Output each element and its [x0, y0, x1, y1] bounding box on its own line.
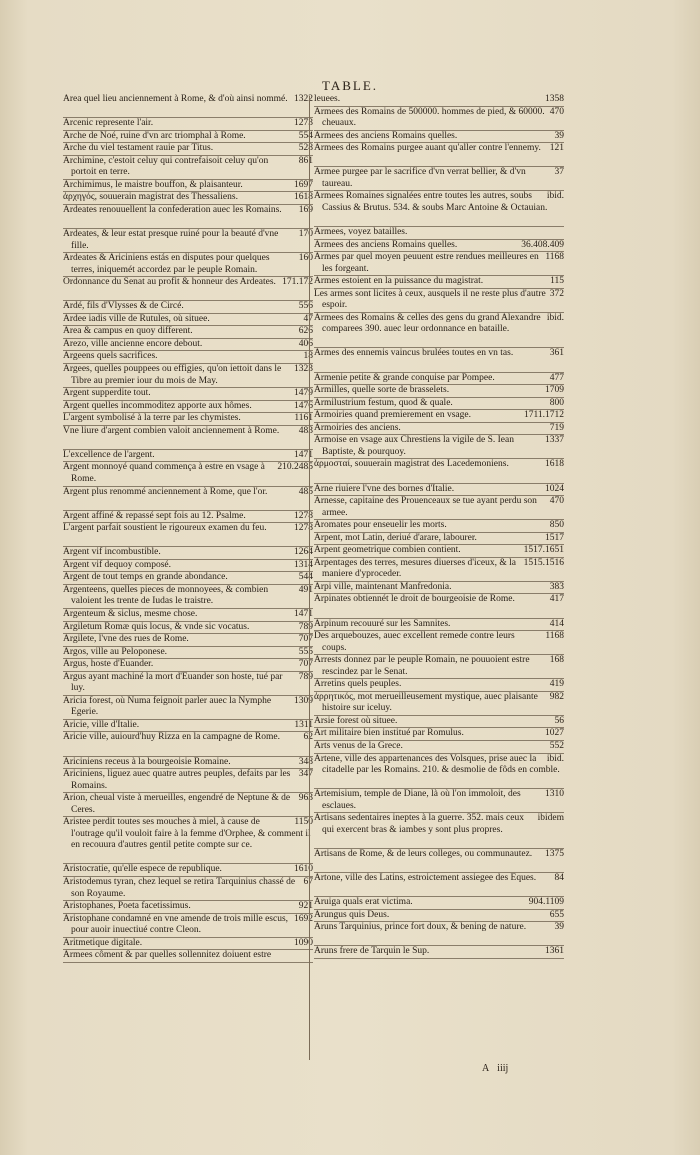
entry-page-number: 56: [554, 715, 564, 726]
index-entry: [63, 696, 313, 720]
entry-page-number: 1278: [294, 523, 313, 534]
entry-page-number: 554: [298, 130, 313, 141]
entry-page-number: 477: [549, 372, 564, 383]
entry-text: Aristocratie, qu'elle espece de republique.: [63, 864, 222, 875]
entry-page-number: 39: [554, 130, 564, 141]
entry-page-number: 528: [298, 143, 313, 154]
index-entry: [63, 180, 313, 193]
index-entry: [63, 511, 313, 524]
entry-text: Arion, cheual viste à merueilles, engendré de Neptune & de Ceres.: [63, 793, 291, 815]
entry-page-number: 1024: [545, 483, 564, 494]
entry-text: Arpentages des terres, mesures diuerses d'iceux, & la maniere d'yproceder.: [314, 557, 516, 580]
entry-page-number: 18: [303, 351, 313, 362]
entry-page-number: 1709: [545, 385, 564, 396]
entry-text: Archimimus, le maistre bouffon, & plaisanteur.: [63, 179, 243, 190]
index-entry: [314, 716, 564, 729]
entry-text: Aristophane condamné en vne amende de trois mille escus, pour auoir inuectiué contre Cleon.: [63, 913, 289, 936]
entry-text: Argent de tout temps en grande abondance.: [63, 572, 228, 583]
entry-page-number: 470: [549, 496, 564, 507]
index-entry: [63, 351, 313, 364]
entry-text: Artone, ville des Latins, estroictement assiegee des Eques.: [314, 873, 537, 883]
entry-text: Arpi ville, maintenant Manfredonia.: [314, 581, 452, 592]
index-entry: [314, 252, 564, 276]
entry-text: Arts venus de la Grece.: [314, 740, 403, 751]
index-entry: [314, 946, 564, 959]
index-entry: [314, 545, 564, 558]
entry-page-number: 1309: [294, 695, 313, 706]
entry-text: Argilete, l'vne des rues de Rome.: [63, 634, 189, 645]
index-entry: [314, 143, 564, 167]
entry-text: Arche du viel testament rauie par Titus.: [63, 143, 214, 154]
index-column-left: [63, 94, 313, 963]
entry-page-number: 1168: [545, 631, 564, 642]
entry-text: Archimine, c'estoit celuy qui contrefaisoit celuy qu'on portoit en terre.: [63, 155, 269, 178]
entry-text: Aruiga quals erat victima.: [314, 897, 413, 908]
index-entry: [63, 647, 313, 660]
entry-text: Des arquebouzes, auec excellent remede contre leurs coups.: [314, 631, 515, 653]
index-entry: [314, 692, 564, 716]
entry-text: Argeens quels sacrifices.: [63, 351, 158, 362]
entry-page-number: 626: [298, 326, 313, 337]
entry-text: ἁρμοσταί, souuerain magistrat des Lacedemoniens.: [314, 459, 509, 470]
entry-page-number: 1618: [294, 192, 313, 203]
entry-text: Armes estoient en la puissance du magistrat.: [314, 276, 484, 287]
entry-text: Argent plus renommé anciennement à Rome, que l'or.: [63, 486, 268, 497]
entry-page-number: 67: [303, 877, 313, 887]
entry-page-number: 62: [303, 732, 313, 743]
index-entry: [314, 459, 564, 483]
index-entry: [63, 572, 313, 585]
entry-text: Aristophanes, Poeta facetissimus.: [63, 901, 191, 912]
entry-page-number: 556: [298, 301, 313, 312]
entry-text: Artene, ville des appartenances des Volsques, prise auec la citadelle par les Romains. 210. & desmolie de fôds en comble.: [314, 753, 560, 776]
entry-text: Argenteum & siclus, mesme chose.: [63, 608, 198, 619]
entry-page-number: 348: [298, 756, 313, 767]
entry-text: Aricia forest, où Numa feignoit parler auec la Nymphe Egerie.: [63, 695, 272, 718]
index-entry: [314, 849, 564, 873]
entry-page-number: 1027: [545, 728, 564, 739]
entry-text: Ardeates & Ariciniens estás en disputes pour quelques terres, iniquemét accordez par le peuple Romain.: [63, 253, 270, 275]
entry-text: Arungus quis Deus.: [314, 909, 390, 920]
entry-page-number: 1618: [545, 459, 564, 470]
index-entry: [314, 167, 564, 191]
entry-page-number: 707: [298, 634, 313, 645]
index-entry: [314, 240, 564, 253]
entry-page-number: 1322: [294, 94, 313, 104]
entry-page-number: 1168: [545, 252, 564, 263]
entry-page-number: 544: [298, 572, 313, 583]
entry-page-number: 1358: [545, 94, 564, 104]
index-entry: [314, 922, 564, 946]
entry-page-number: ibid.: [546, 191, 564, 202]
index-entry: [63, 326, 313, 339]
index-entry: [314, 131, 564, 144]
entry-text: Armoiries quand premierement en vsage.: [314, 410, 471, 421]
entry-text: Aruns Tarquinius, prince fort doux, & bening de nature.: [314, 922, 527, 933]
entry-page-number: 719: [549, 422, 564, 433]
entry-text: Arpinates obtiennét le droit de bourgeoisie de Rome.: [314, 594, 515, 605]
entry-text: Artemisium, temple de Diane, là où l'on immoloit, des esclaues.: [314, 789, 521, 811]
index-entry: [63, 914, 313, 938]
entry-text: Argent affiné & repassé sept fois au 12. Psalme.: [63, 510, 246, 521]
entry-text: Arezo, ville ancienne encore debout.: [63, 338, 203, 349]
entry-page-number: 1273: [294, 118, 313, 129]
entry-page-number: 555: [298, 646, 313, 657]
index-entry: [314, 373, 564, 386]
entry-text: Armees des anciens Romains quelles.: [314, 130, 458, 141]
entry-text: Arpinum recouuré sur les Samnites.: [314, 618, 451, 629]
entry-text: Arnesse, capitaine des Prouenceaux se tue ayant perdu son armee.: [314, 496, 537, 518]
index-entry: [63, 732, 313, 756]
entry-text: L'argent symbolisé à la terre par les chymistes.: [63, 413, 241, 424]
index-entry: [63, 560, 313, 573]
index-entry: [63, 388, 313, 401]
index-entry: [63, 229, 313, 253]
entry-text: Armees côment & par quelles sollennitez doiuent estre: [63, 950, 272, 961]
index-entry: [314, 813, 564, 849]
index-entry: [314, 754, 564, 790]
index-entry: [63, 523, 313, 547]
index-entry: [314, 789, 564, 813]
entry-page-number: 789: [298, 621, 313, 632]
index-entry: [63, 622, 313, 635]
index-entry: [63, 314, 313, 327]
index-entry: [314, 484, 564, 497]
entry-page-number: 789: [298, 671, 313, 682]
entry-text: Area quel lieu anciennement à Rome, & d'où ainsi nommé.: [63, 94, 288, 104]
entry-text: Armees des Romains de 500000. hommes de pied, & 60000. cheuaux.: [314, 106, 545, 129]
entry-page-number: 169: [298, 204, 313, 215]
entry-page-number: 707: [298, 659, 313, 670]
index-entry: [314, 897, 564, 910]
index-entry: [63, 817, 313, 864]
index-entry: [63, 413, 313, 426]
entry-text: Arpent, mot Latin, deriué d'arare, labourer.: [314, 532, 477, 543]
index-entry: [63, 877, 313, 901]
index-entry: [63, 192, 313, 205]
index-entry: [63, 757, 313, 770]
entry-page-number: 115: [550, 276, 564, 287]
entry-text: Argent quelles incommoditez apporte aux hômes.: [63, 400, 252, 411]
entry-text: ἀρχηγός, souuerain magistrat des Thessaliens.: [63, 192, 238, 203]
index-entry: [63, 401, 313, 414]
entry-text: L'excellence de l'argent.: [63, 449, 155, 460]
index-entry: [63, 672, 313, 696]
entry-text: Argiletum Romæ quis locus, & vnde sic vocatus.: [63, 621, 250, 632]
entry-text: Ardeates, & leur estat presque ruiné pour la beauté d'vne fille.: [63, 229, 279, 251]
entry-page-number: 1517.1651: [523, 545, 564, 556]
index-entry: [63, 585, 313, 609]
index-entry: [63, 938, 313, 951]
signature-mark: A iiij: [482, 1063, 509, 1074]
index-entry: [314, 496, 564, 520]
entry-text: Armees des Romains & celles des gens du grand Alexandre comparees 390. auec leur ordonnance en bataille.: [314, 312, 541, 335]
entry-page-number: 982: [549, 691, 564, 702]
entry-text: Ariciniens, liguez auec quatre autres peuples, defaits par les Romains.: [63, 769, 291, 791]
entry-page-number: ibid.: [546, 753, 564, 764]
entry-page-number: 210.2485: [277, 462, 313, 473]
entry-text: Aristee perdit toutes ses mouches à miel, à cause de l'outrage qu'il vouloit faire à la femme d'Orphee, & comment il en recouura d'autres gentil petite compte sur ce.: [63, 817, 311, 851]
entry-page-number: ibid.: [546, 312, 564, 323]
entry-text: Arrests donnez par le peuple Romain, ne pouuoient estre rescindez par le Senat.: [314, 655, 530, 677]
index-entry: [63, 253, 313, 277]
index-entry: [314, 520, 564, 533]
entry-page-number: 170: [298, 229, 313, 240]
entry-page-number: 1515.1516: [523, 557, 564, 568]
index-entry: [314, 679, 564, 692]
index-entry: [63, 901, 313, 914]
entry-text: Armees des anciens Romains quelles.: [314, 239, 458, 250]
index-entry: [314, 873, 564, 897]
index-entry: [63, 864, 313, 877]
entry-text: Argent monnoyé quand commença à estre en vsage à Rome.: [63, 462, 265, 484]
entry-page-number: 1471: [294, 608, 313, 619]
entry-text: Artisans de Rome, & de leurs colleges, ou communautez.: [314, 848, 533, 859]
entry-text: Arretins quels peuples.: [314, 679, 402, 690]
index-entry: [314, 191, 564, 227]
entry-page-number: 361: [549, 348, 564, 359]
entry-page-number: 36.408.409: [521, 239, 564, 250]
index-entry: [63, 118, 313, 131]
entry-text: Argent supperdite tout.: [63, 388, 151, 399]
index-entry: [63, 426, 313, 450]
entry-page-number: 1311: [294, 719, 313, 730]
index-entry: [63, 339, 313, 352]
index-entry: [314, 423, 564, 436]
entry-text: Aristodemus tyran, chez lequel se retira Tarquinius chassé de son Royaume.: [63, 877, 296, 899]
entry-text: Armees, voyez batailles.: [314, 227, 408, 238]
entry-text: Arsie forest où situee.: [314, 715, 398, 726]
index-entry: [314, 313, 564, 349]
index-entry: [63, 769, 313, 793]
entry-page-number: 1278: [294, 510, 313, 521]
entry-text: Armes par quel moyen peuuent estre rendues meilleures en les forgeant.: [314, 252, 539, 274]
index-entry: [63, 720, 313, 733]
index-entry: [63, 547, 313, 560]
index-entry: [314, 94, 564, 107]
entry-text: Armoiries des anciens.: [314, 422, 401, 433]
entry-page-number: 1697: [294, 179, 313, 190]
entry-page-number: 1471: [294, 449, 313, 460]
index-entry: [314, 276, 564, 289]
entry-text: Aromates pour enseuelir les morts.: [314, 520, 447, 531]
entry-text: Area & campus en quoy different.: [63, 326, 193, 337]
index-entry: [63, 793, 313, 817]
entry-text: Aricie, ville d'Italie.: [63, 719, 140, 730]
entry-page-number: 414: [549, 618, 564, 629]
entry-text: Ardeates renouuellent la confederation auec les Romains.: [63, 204, 282, 215]
entry-text: Aruns frere de Tarquin le Sup.: [314, 946, 430, 957]
index-entry: [314, 385, 564, 398]
entry-text: ἀρρητικός, mot merueilleusement mystique, auec plaisante histoire sur iceluy.: [314, 691, 538, 714]
entry-page-number: 160: [298, 253, 313, 264]
index-entry: [63, 301, 313, 314]
entry-page-number: 1711.1712: [523, 410, 564, 421]
entry-page-number: 417: [549, 594, 564, 605]
entry-page-number: 1314: [294, 559, 313, 570]
entry-page-number: 1610: [294, 864, 313, 875]
entry-page-number: 850: [549, 520, 564, 531]
entry-page-number: 552: [549, 740, 564, 751]
entry-text: Art militaire bien institué par Romulus.: [314, 728, 464, 739]
entry-page-number: 47: [303, 313, 313, 324]
index-entry: [314, 533, 564, 546]
entry-page-number: 921: [298, 901, 313, 912]
entry-page-number: 1310: [545, 789, 564, 800]
index-entry: [63, 143, 313, 156]
entry-page-number: 1264: [294, 547, 313, 558]
entry-page-number: 1375: [545, 848, 564, 859]
entry-page-number: 1161: [294, 413, 313, 424]
entry-text: Vne liure d'argent combien valoit anciennement à Rome.: [63, 425, 280, 436]
column-divider: [309, 96, 310, 1060]
index-entry: [63, 609, 313, 622]
entry-page-number: 121: [549, 143, 564, 154]
entry-page-number: 406: [298, 338, 313, 349]
entry-page-number: 1323: [294, 364, 313, 375]
index-entry: [314, 582, 564, 595]
entry-page-number: 1517: [545, 532, 564, 543]
index-entry: [63, 205, 313, 229]
index-entry: [63, 94, 313, 118]
index-entry: [314, 594, 564, 618]
entry-page-number: 37: [554, 167, 564, 178]
index-entry: [314, 348, 564, 372]
entry-text: Argees, quelles pouppees ou effigies, qu'on iettoit dans le Tibre au premier iour du mois de May.: [63, 364, 282, 386]
entry-page-number: 1150: [294, 817, 313, 828]
index-entry: [63, 487, 313, 511]
entry-text: Arpent geometrique combien contient.: [314, 545, 461, 556]
index-entry: [314, 435, 564, 459]
page-header: TABLE.: [321, 78, 379, 93]
entry-text: Armilustrium festum, quod & quale.: [314, 397, 453, 408]
index-entry: [314, 631, 564, 655]
entry-text: Armoise en vsage aux Chrestiens la vigile de S. Iean Baptiste, & pourquoy.: [314, 435, 514, 457]
entry-text: Arcenic represente l'air.: [63, 118, 154, 129]
entry-page-number: 1692: [294, 913, 313, 924]
entry-text: Ordonnance du Senat au profit & honneur des Ardeates.: [63, 277, 276, 288]
index-entry: [314, 741, 564, 754]
entry-page-number: 347: [298, 769, 313, 780]
entry-page-number: 1476: [294, 400, 313, 411]
entry-page-number: 419: [549, 679, 564, 690]
entry-page-number: 470: [549, 106, 564, 117]
index-entry: [63, 462, 313, 486]
entry-page-number: 800: [549, 397, 564, 408]
index-entry: [63, 450, 313, 463]
entry-text: Ariciniens receus à la bourgeoisie Romaine.: [63, 756, 231, 767]
entry-page-number: 84: [554, 873, 564, 883]
index-entry: [314, 398, 564, 411]
entry-text: Armee purgee par le sacrifice d'vn verrat bellier, & d'vn taureau.: [314, 167, 526, 189]
entry-page-number: 171.172: [282, 277, 313, 288]
entry-text: Armenie petite & grande conquise par Pompee.: [314, 372, 495, 383]
entry-text: Les armes sont licites à ceux, ausquels il ne reste plus d'autre espoir.: [314, 288, 546, 311]
index-entry: [63, 634, 313, 647]
index-entry: [63, 364, 313, 388]
index-entry: [314, 619, 564, 632]
entry-text: Armilles, quelle sorte de brasselets.: [314, 385, 450, 396]
entry-text: Armes des ennemis vaincus brulées toutes en vn tas.: [314, 348, 514, 359]
index-entry: [314, 910, 564, 923]
index-entry: [314, 728, 564, 741]
index-entry: [314, 107, 564, 131]
index-entry: [63, 156, 313, 180]
entry-text: Argus, hoste d'Euander.: [63, 659, 154, 670]
entry-text: Argos, ville au Peloponese.: [63, 646, 168, 657]
entry-text: Argus ayant machiné la mort d'Euander son hoste, tué par luy.: [63, 671, 283, 694]
entry-page-number: 904.1109: [528, 897, 564, 908]
index-entry: [314, 655, 564, 679]
index-entry: [314, 558, 564, 582]
entry-page-number: 963: [298, 793, 313, 804]
entry-text: Arne riuiere l'vne des bornes d'Italie.: [314, 483, 455, 494]
entry-page-number: 383: [549, 581, 564, 592]
index-entry: [63, 659, 313, 672]
entry-text: Ardee iadis ville de Rutules, où situee.: [63, 313, 210, 324]
index-entry: [314, 227, 564, 240]
entry-text: Argenteens, quelles pieces de monnoyees, & combien valoient les trente de Iudas le traistre.: [63, 584, 269, 607]
entry-text: Arche de Noé, ruine d'vn arc triomphal à Rome.: [63, 130, 246, 141]
index-entry: [63, 277, 313, 301]
entry-text: Aricie ville, auiourd'huy Rizza en la campagne de Rome.: [63, 732, 280, 743]
entry-page-number: 168: [549, 655, 564, 666]
entry-page-number: 372: [549, 288, 564, 299]
index-entry: [314, 289, 564, 313]
index-entry: [314, 410, 564, 423]
entry-text: Argent vif incombustible.: [63, 547, 161, 558]
entry-page-number: 483: [298, 425, 313, 436]
entry-text: Ardé, fils d'Vlysses & de Circé.: [63, 301, 184, 312]
entry-text: leuees.: [314, 94, 341, 104]
entry-text: Argent vif dequoy composé.: [63, 559, 171, 570]
entry-page-number: ibidem: [537, 813, 564, 824]
entry-text: L'argent parfait soustient le rigoureux examen du feu.: [63, 523, 267, 534]
entry-page-number: 861: [298, 155, 313, 166]
entry-text: Armees des Romains purgee auant qu'aller contre l'ennemy.: [314, 143, 541, 154]
entry-page-number: 1361: [545, 946, 564, 957]
entry-page-number: 1479: [294, 388, 313, 399]
entry-page-number: 655: [549, 909, 564, 920]
entry-page-number: 491: [298, 584, 313, 595]
entry-page-number: 39: [554, 922, 564, 933]
index-column-right: [314, 94, 564, 959]
entry-page-number: 1090: [294, 937, 313, 948]
entry-page-number: 485: [298, 486, 313, 497]
index-entry: [63, 131, 313, 144]
entry-page-number: 1337: [545, 435, 564, 446]
entry-text: Artisans sedentaires ineptes à la guerre. 352. mais ceux qui exercent bras & iambes y sont plus propres.: [314, 813, 524, 835]
entry-text: Armees Romaines signalées entre toutes les autres, soubs Cassius & Brutus. 534. & soubs Marc Antoine & Octauian.: [314, 191, 548, 213]
index-entry: [63, 950, 313, 963]
entry-text: Aritmetique digitale.: [63, 937, 143, 948]
